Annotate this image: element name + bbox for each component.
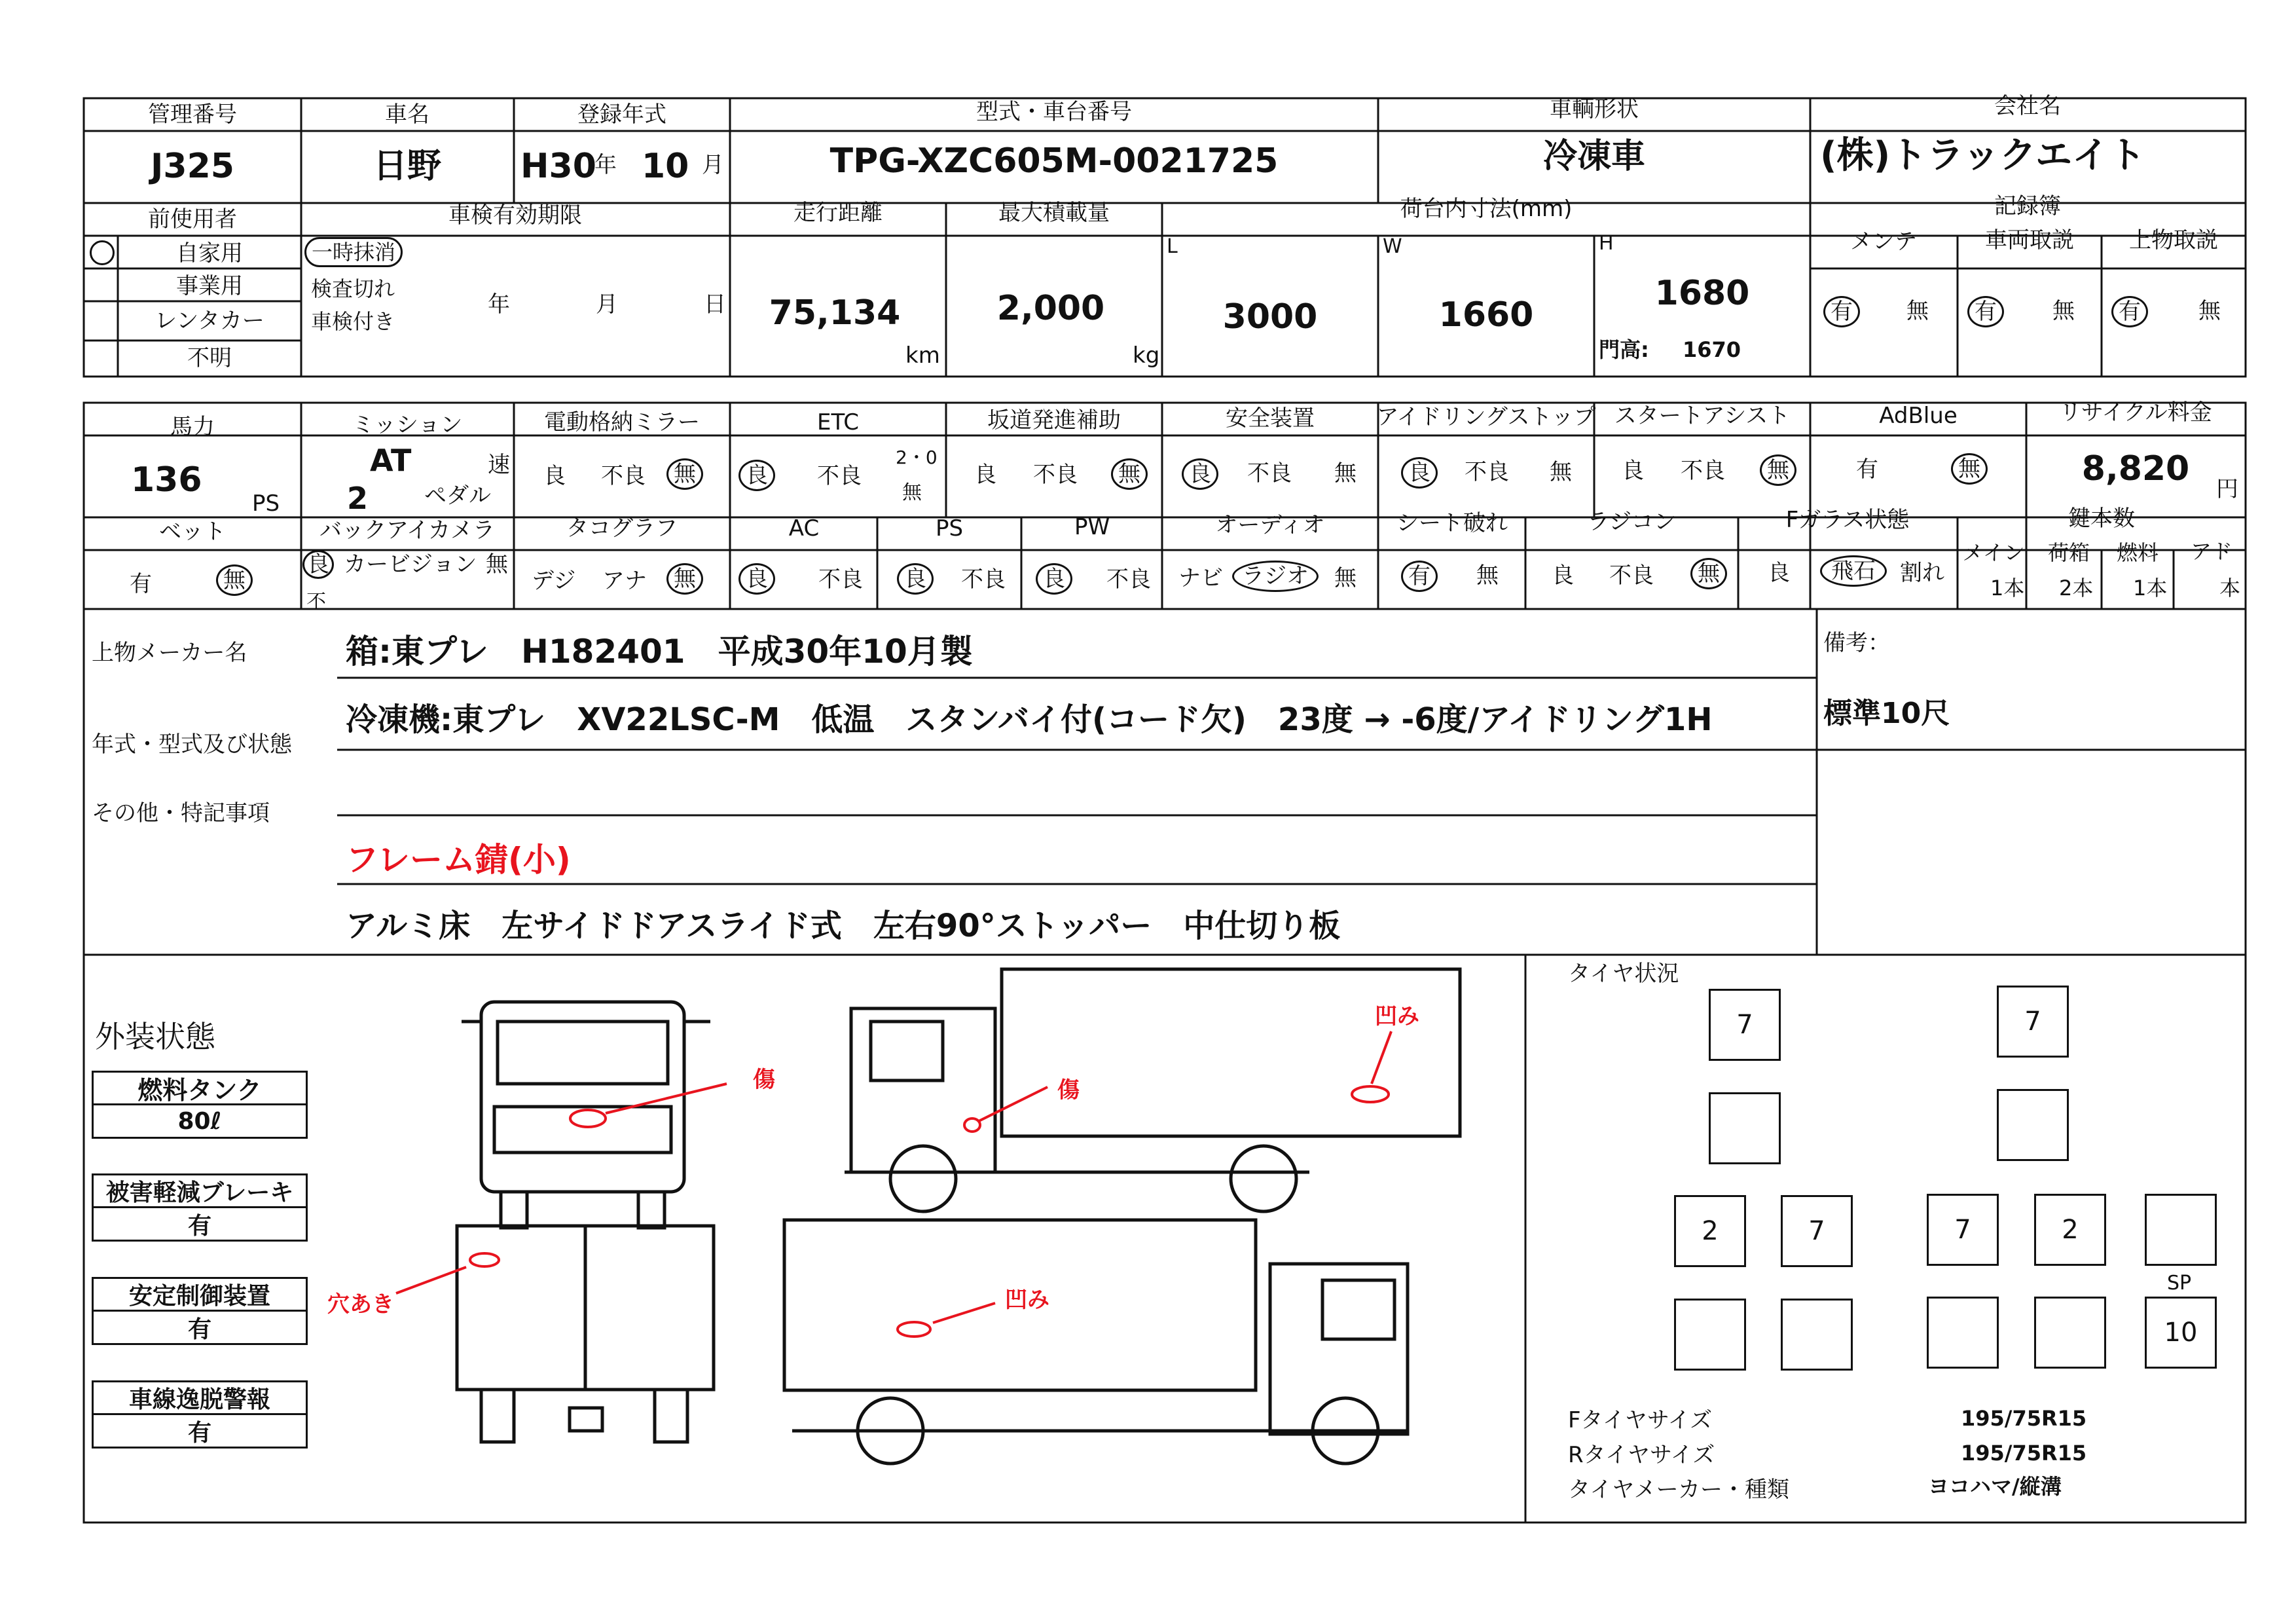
ps-bad: 不良 — [961, 566, 1006, 593]
glass-crack: 割れ — [1900, 560, 1944, 586]
lane-value: 有 — [187, 1419, 211, 1447]
f-tire-label: Fタイヤサイズ — [1568, 1407, 1713, 1433]
shaken-month: 月 — [596, 291, 618, 318]
damage-rear-hole: 穴あき — [327, 1291, 394, 1318]
tire-rear-left-outer: 2 — [1674, 1195, 1746, 1267]
door-value: 1670 — [1683, 337, 1741, 362]
stability-box — [92, 1277, 308, 1345]
etc-bad: 不良 — [817, 463, 862, 489]
bed-no: 無 — [216, 564, 253, 596]
nen-unit: 年 — [594, 152, 617, 178]
key-fuel-count: 1本 — [2133, 576, 2168, 600]
adblue-no: 無 — [1951, 453, 1988, 485]
label-glass: Fガラス状態 — [1785, 507, 1910, 533]
mission-pedal: ペダル — [424, 483, 491, 509]
adblue-yes: 有 — [1856, 456, 1878, 483]
fuel-tank-box — [92, 1071, 308, 1139]
tire-rear-left-inner: 7 — [1781, 1195, 1853, 1267]
label-audio: オーディオ — [1215, 512, 1325, 538]
tacho-none: 無 — [666, 563, 703, 595]
damage-marks — [396, 1031, 1391, 1337]
label-pw: PW — [1074, 514, 1110, 540]
label-maker: 上物メーカー名 — [92, 640, 247, 666]
idling-bad: 不良 — [1465, 459, 1509, 485]
hill-good: 良 — [974, 462, 996, 488]
start-good: 良 — [1622, 458, 1644, 484]
tacho-digi: デジ — [532, 568, 576, 594]
brake-value: 有 — [187, 1212, 211, 1240]
glass-good: 良 — [1768, 560, 1790, 586]
label-records: 記録簿 — [1994, 193, 2061, 219]
label-bed: ベット — [159, 519, 226, 545]
mente-yes: 有 — [1823, 296, 1860, 327]
hill-bad: 不良 — [1033, 462, 1078, 488]
dim-w-value: 1660 — [1438, 295, 1534, 335]
safety-bad: 不良 — [1247, 460, 1292, 487]
uwamono-no: 無 — [2198, 298, 2221, 324]
month-value: 10 — [642, 147, 689, 186]
tacho-ana: アナ — [602, 568, 647, 594]
tire-blank-1 — [1709, 1092, 1781, 1164]
note-line-2: 冷凍機:東プレ XV22LSC-M 低温 スタンバイ付(コード欠) 23度 → -6度/アイドリング1H — [346, 701, 1713, 738]
dim-l-label: L — [1167, 235, 1178, 258]
r-tire-size: 195/75R15 — [1961, 1441, 2087, 1466]
mileage-unit: km — [905, 342, 940, 369]
idling-good: 良 — [1401, 457, 1438, 489]
f-tire-size: 195/75R15 — [1961, 1406, 2087, 1431]
label-idling: アイドリングストップ — [1376, 404, 1596, 430]
lane-box — [92, 1380, 308, 1449]
label-company: 会社名 — [1994, 93, 2061, 119]
stability-label: 安定制御装置 — [94, 1279, 306, 1312]
note-line-5: アルミ床 左サイドドアスライド式 左右90°ストッパー 中仕切り板 — [346, 908, 1341, 944]
fuel-tank-label: 燃料タンク — [94, 1073, 306, 1105]
tire-front-left: 7 — [1709, 989, 1781, 1061]
camera-carvision: カービジョン — [344, 551, 477, 578]
seat-no: 無 — [1476, 563, 1499, 589]
key-main-count: 1本 — [1990, 576, 2025, 600]
month-unit: 月 — [702, 152, 724, 178]
label-mileage: 走行距離 — [793, 200, 883, 226]
safety-good: 良 — [1182, 458, 1218, 490]
safety-none: 無 — [1334, 460, 1357, 487]
tire-front-right: 7 — [1997, 986, 2069, 1058]
note-line-frame-rust: フレーム錆(小) — [346, 841, 571, 879]
load-value: 2,000 — [996, 289, 1105, 328]
mirror-good: 良 — [543, 463, 566, 489]
pw-good: 良 — [1036, 563, 1072, 595]
label-load: 最大積載量 — [998, 200, 1110, 226]
label-ps: PS — [935, 515, 964, 542]
label-uwamono-tori: 上物取説 — [2129, 227, 2218, 253]
tire-blank-5 — [1781, 1299, 1853, 1371]
label-nenshiki: 登録年式 — [577, 101, 666, 128]
camera-none: 無 — [486, 551, 508, 578]
label-kanri: 管理番号 — [148, 101, 237, 128]
label-seat: シート破れ — [1396, 510, 1508, 536]
damage-box-dent: 凹み — [1375, 1003, 1419, 1029]
mission-speed: 速 — [488, 452, 510, 478]
tire-sp-label: SP — [2167, 1272, 2192, 1295]
brake-label: 被害軽減ブレーキ — [94, 1175, 306, 1208]
label-safety: 安全装置 — [1226, 405, 1315, 432]
key-main: メイン — [1962, 540, 2025, 565]
camera-good: 良 — [302, 550, 334, 579]
keijo-value: 冷凍車 — [1542, 137, 1646, 176]
hp-value: 136 — [131, 460, 202, 500]
label-radicon: ラジコン — [1587, 509, 1676, 535]
label-ac: AC — [788, 515, 820, 542]
mirror-bad: 不良 — [601, 463, 646, 489]
label-mente: メンテ — [1850, 229, 1917, 255]
tire-blank-3 — [2145, 1194, 2217, 1266]
key-ad: アド — [2190, 539, 2233, 564]
recycle-value: 8,820 — [2081, 449, 2190, 489]
pw-bad: 不良 — [1106, 566, 1151, 593]
damage-front-scratch: 傷 — [753, 1067, 775, 1093]
key-box: 荷箱 — [2047, 540, 2090, 565]
radicon-good: 良 — [1552, 563, 1574, 589]
label-prev-user: 前使用者 — [148, 206, 237, 232]
dim-l-value: 3000 — [1222, 297, 1318, 337]
shamei-value: 日野 — [373, 147, 442, 186]
mente-no: 無 — [1906, 298, 1929, 324]
load-unit: kg — [1133, 342, 1160, 369]
tire-maker-value: ヨコハマ/縦溝 — [1928, 1474, 2062, 1499]
key-box-count: 2本 — [2059, 576, 2094, 600]
dim-h-label: H — [1599, 232, 1614, 255]
label-year-model: 年式・型式及び状態 — [92, 731, 292, 758]
mileage-value: 75,134 — [769, 293, 901, 333]
tire-blank-4 — [1674, 1299, 1746, 1371]
shaken-tsuki: 車検付き — [311, 309, 395, 334]
label-tacho: タコグラフ — [566, 515, 678, 542]
audio-radio: ラジオ — [1232, 561, 1319, 592]
damage-side-dent: 凹み — [1005, 1287, 1049, 1313]
key-fuel: 燃料 — [2116, 540, 2159, 565]
prev-user-rental: レンタカー — [155, 308, 264, 334]
label-shamei: 車名 — [385, 101, 429, 128]
radicon-none: 無 — [1690, 558, 1727, 589]
prev-user-check — [90, 240, 115, 265]
ac-good: 良 — [738, 563, 775, 595]
label-keys: 鍵本数 — [2068, 506, 2135, 532]
etc-good: 良 — [738, 460, 775, 491]
etc-20: 2・0 — [896, 447, 938, 468]
camera-fu: 不 — [306, 591, 326, 614]
hill-none: 無 — [1111, 458, 1148, 490]
ac-bad: 不良 — [818, 566, 863, 593]
r-tire-label: Rタイヤサイズ — [1568, 1442, 1715, 1468]
prev-user-unknown: 不明 — [187, 345, 232, 371]
kanri-value: J325 — [151, 147, 234, 186]
tire-blank-6 — [1927, 1297, 1999, 1369]
label-recycle: リサイクル料金 — [2059, 399, 2212, 426]
hp-unit: PS — [252, 490, 280, 517]
label-camera: バックアイカメラ — [319, 517, 495, 544]
label-dims: 荷台内寸法(mm) — [1400, 196, 1573, 222]
fuel-tank-value: 80ℓ — [177, 1107, 222, 1135]
start-bad: 不良 — [1681, 458, 1725, 484]
tire-blank-7 — [2034, 1297, 2106, 1369]
radicon-bad: 不良 — [1609, 563, 1654, 589]
audio-none: 無 — [1334, 565, 1357, 591]
sharyo-no: 無 — [2052, 298, 2075, 324]
exterior-title: 外装状態 — [95, 1019, 215, 1054]
tire-maker-label: タイヤメーカー・種類 — [1568, 1477, 1789, 1503]
damage-side-scratch: 傷 — [1057, 1077, 1080, 1103]
mission-2: 2 — [347, 481, 369, 516]
label-keijo: 車輌形状 — [1550, 96, 1639, 122]
shaken-year: 年 — [488, 291, 510, 318]
label-katashiki: 型式・車台番号 — [976, 99, 1132, 125]
tire-rear-right-outer: 2 — [2034, 1194, 2106, 1266]
label-hp: 馬力 — [170, 414, 215, 440]
remarks-label: 備考： — [1823, 630, 1890, 656]
door-label: 門高: — [1599, 337, 1649, 362]
tire-blank-2 — [1997, 1089, 2069, 1161]
etc-none: 無 — [902, 481, 922, 504]
label-sharyo-tori: 車両取説 — [1985, 227, 2074, 253]
nen-era: H30 — [520, 147, 596, 186]
dim-h-value: 1680 — [1654, 274, 1750, 313]
label-other: その他・特記事項 — [92, 800, 270, 826]
shaken-ichiji: 一時抹消 — [304, 237, 403, 267]
mirror-none: 無 — [666, 458, 703, 490]
glass-chip: 飛石 — [1820, 555, 1887, 587]
shaken-kirre: 検査切れ — [311, 276, 395, 301]
mission-at: AT — [370, 443, 412, 478]
label-shaken: 車検有効期限 — [448, 202, 582, 229]
bed-yes: 有 — [130, 571, 152, 597]
idling-none: 無 — [1550, 459, 1572, 485]
katashiki-value: TPG-XZC605M-0021725 — [829, 141, 1279, 181]
truck-drawings — [457, 969, 1460, 1464]
shaken-day: 日 — [704, 291, 726, 318]
uwamono-yes: 有 — [2111, 296, 2148, 327]
label-mission: ミッション — [352, 412, 463, 438]
seat-yes: 有 — [1401, 561, 1438, 592]
lane-label: 車線逸脱警報 — [94, 1382, 306, 1415]
start-none: 無 — [1760, 454, 1796, 486]
stability-value: 有 — [187, 1316, 211, 1343]
prev-user-jika: 自家用 — [176, 240, 243, 267]
label-adblue: AdBlue — [1879, 403, 1958, 429]
prev-user-jigyo: 事業用 — [176, 273, 243, 299]
sharyo-yes: 有 — [1967, 296, 2004, 327]
tire-rear-right-inner: 7 — [1927, 1194, 1999, 1266]
label-mirror: 電動格納ミラー — [544, 409, 700, 435]
tire-spare: 10 — [2145, 1297, 2217, 1369]
company-value: (株)トラックエイト — [1820, 134, 2145, 177]
key-ad-count: 本 — [2219, 576, 2241, 600]
label-start-assist: スタートアシスト — [1614, 403, 1791, 429]
dim-w-label: W — [1383, 235, 1402, 258]
tire-title: タイヤ状況 — [1568, 961, 1679, 987]
ps-good: 良 — [897, 563, 934, 595]
brake-box — [92, 1173, 308, 1242]
note-line-1: 箱:東プレ H182401 平成30年10月製 — [346, 633, 973, 671]
recycle-unit: 円 — [2216, 476, 2238, 502]
label-etc: ETC — [817, 409, 859, 435]
label-hill: 坂道発進補助 — [987, 407, 1121, 434]
audio-navi: ナビ — [1178, 565, 1223, 591]
remarks-value: 標準10尺 — [1823, 697, 1950, 730]
